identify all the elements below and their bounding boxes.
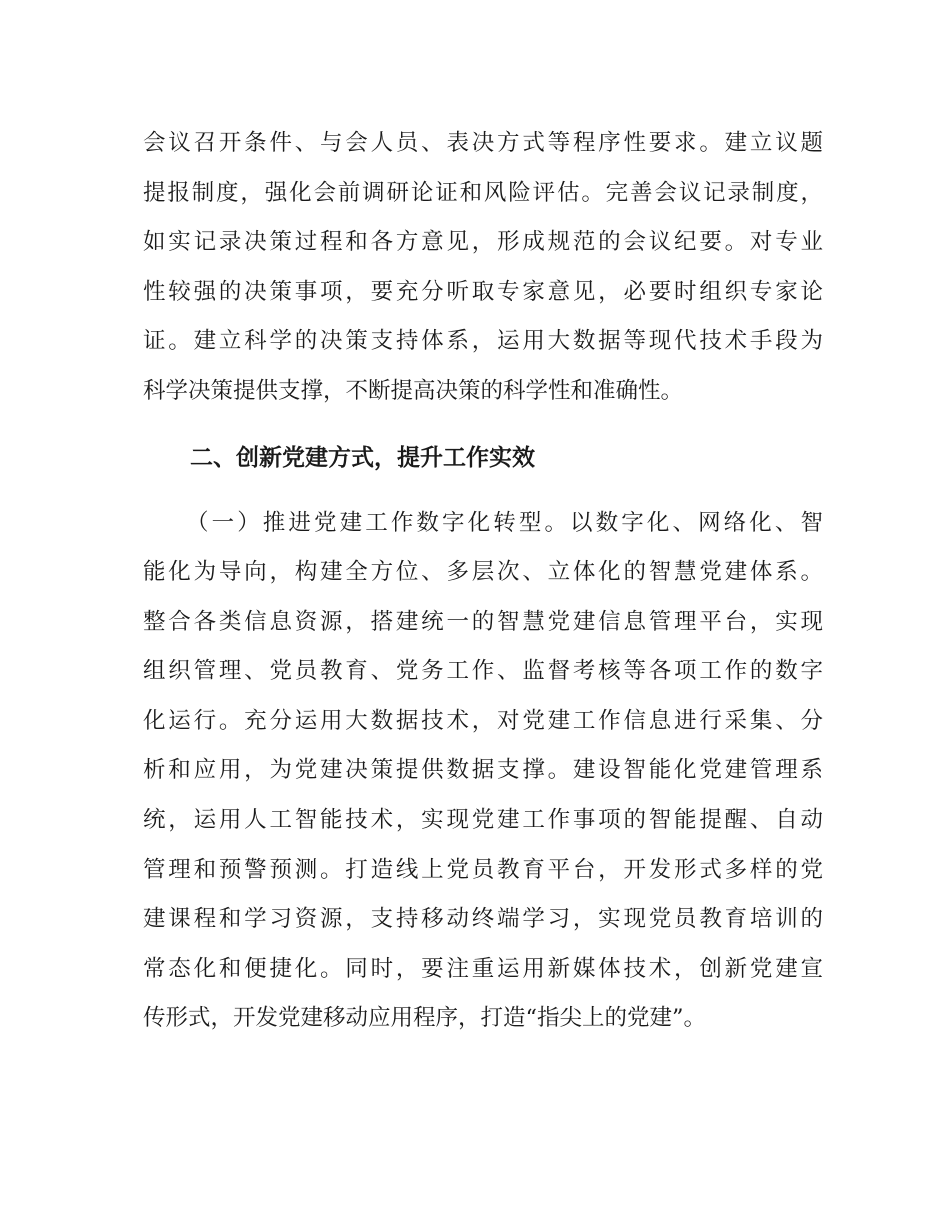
text-line: 统，运用人工智能技术，实现党建工作事项的智能提醒、自动 <box>143 807 823 833</box>
text-line: 能化为导向，构建全方位、多层次、立体化的智慧党建体系。 <box>143 559 823 585</box>
text-line: 如实记录决策过程和各方意见，形成规范的会议纪要。对专业 <box>143 229 823 255</box>
text-line: 传形式，开发党建移动应用程序，打造“指尖上的党建”。 <box>143 1005 707 1031</box>
text-line: （一）推进党建工作数字化转型。以数字化、网络化、智 <box>186 510 823 536</box>
text-line: 建课程和学习资源，支持移动终端学习，实现党员教育培训的 <box>143 906 823 932</box>
text-line: 常态化和便捷化。同时，要注重运用新媒体技术，创新党建宣 <box>143 956 823 982</box>
text-line: 科学决策提供支撑，不断提高决策的科学性和准确性。 <box>143 378 684 404</box>
text-line: 管理和预警预测。打造线上党员教育平台，开发形式多样的党 <box>143 857 823 883</box>
text-line: 整合各类信息资源，搭建统一的智慧党建信息管理平台，实现 <box>143 609 823 635</box>
section-heading: 二、创新党建方式，提升工作实效 <box>190 445 535 471</box>
text-line: 会议召开条件、与会人员、表决方式等程序性要求。建立议题 <box>143 130 823 156</box>
text-line: 性较强的决策事项，要充分听取专家意见，必要时组织专家论 <box>143 279 823 305</box>
text-line: 化运行。充分运用大数据技术，对党建工作信息进行采集、分 <box>143 708 823 734</box>
text-line: 析和应用，为党建决策提供数据支撑。建设智能化党建管理系 <box>143 757 823 783</box>
text-line: 证。建立科学的决策支持体系，运用大数据等现代技术手段为 <box>143 328 823 354</box>
text-line: 提报制度，强化会前调研论证和风险评估。完善会议记录制度， <box>143 180 823 206</box>
text-line: 组织管理、党员教育、党务工作、监督考核等各项工作的数字 <box>143 658 823 684</box>
